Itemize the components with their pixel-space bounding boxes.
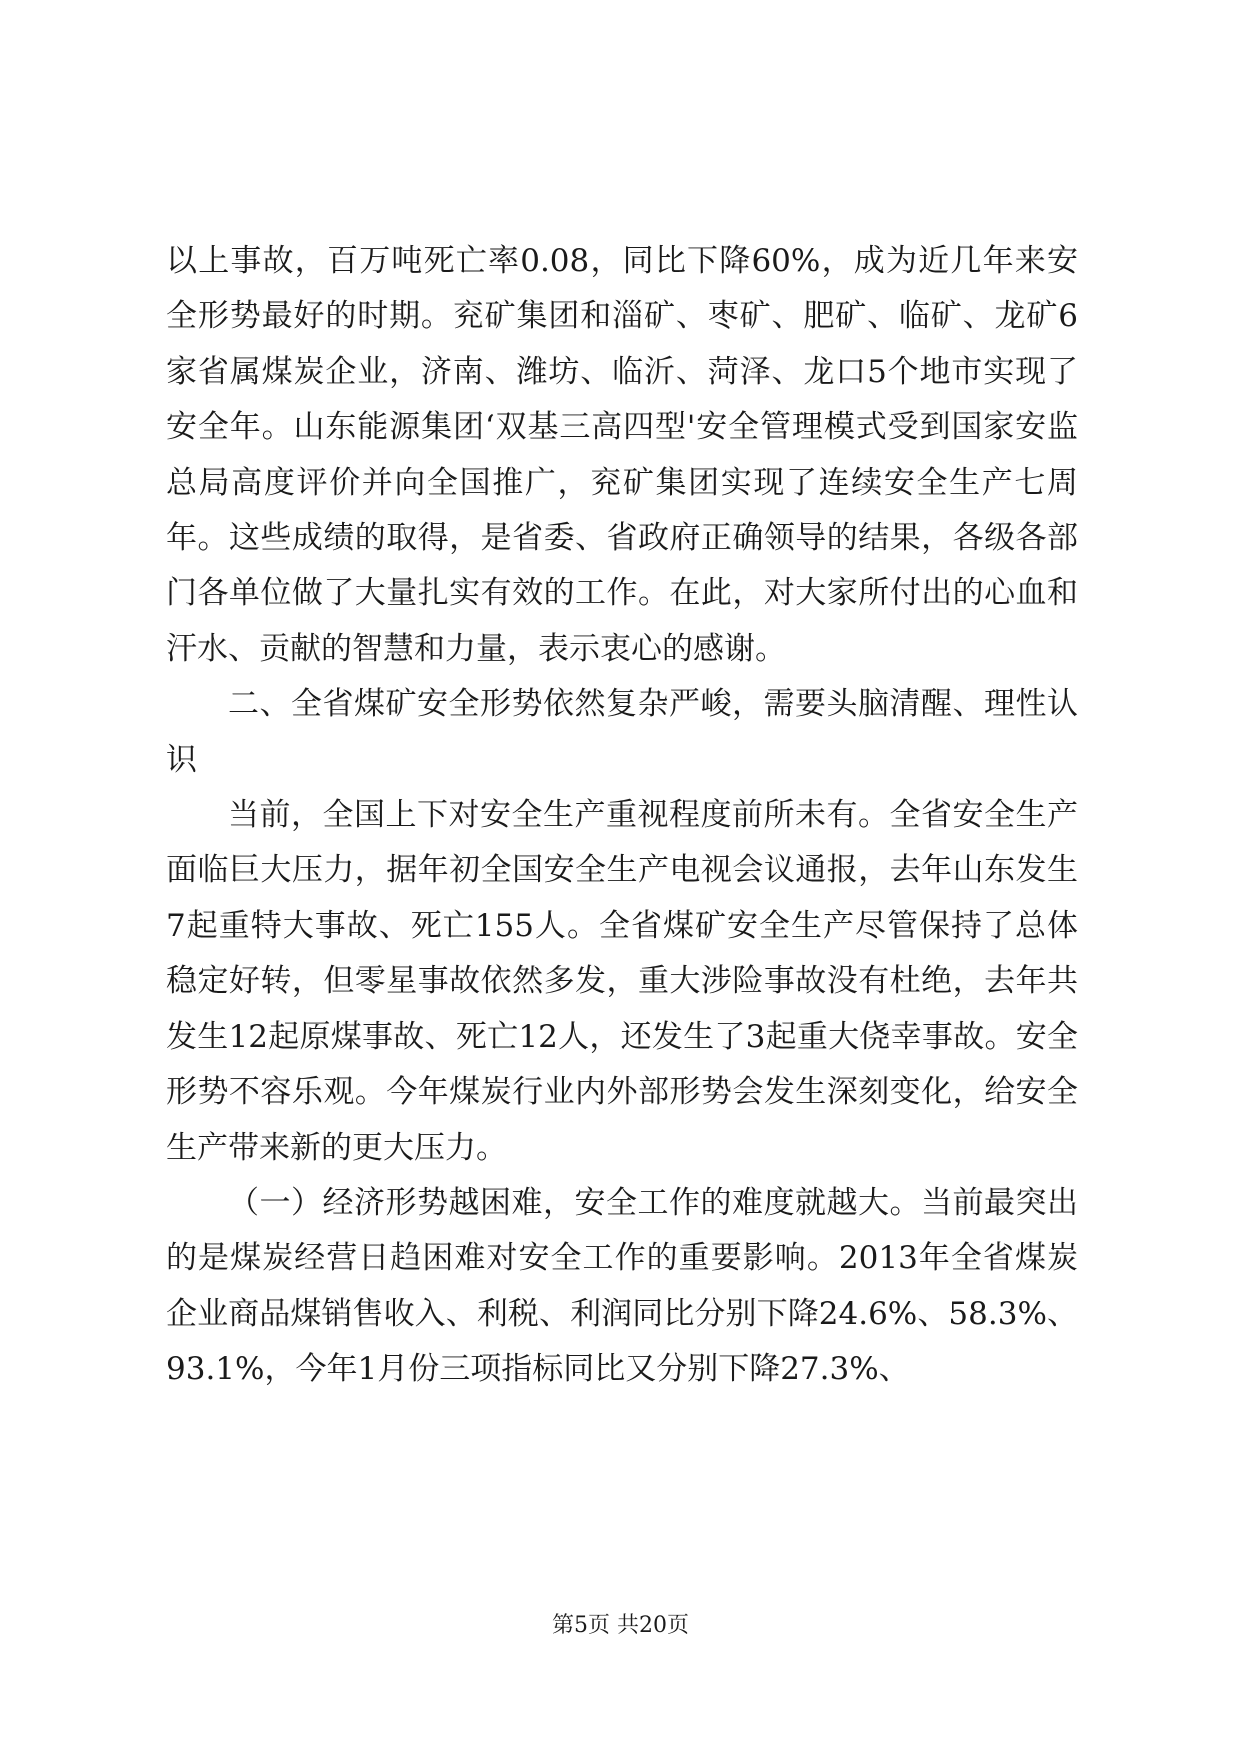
paragraph: （一）经济形势越困难，安全工作的难度就越大。当前最突出的是煤炭经营日趋困难对安全工作的重要影响。2013年全省煤炭企业商品煤销售收入、利税、利润同比分别下降24.6%、58.3%、93.1%，今年1月份三项指标同比又分别下降27.3%、 [166,1184,1078,1388]
paragraph-continuation: 以上事故，百万吨死亡率0.08，同比下降60%，成为近几年来安全形势最好的时期。兖矿集团和淄矿、枣矿、肥矿、临矿、龙矿6家省属煤炭企业，济南、潍坊、临沂、菏泽、龙口5个地市实现了安全年。山东能源集团‘双基三高四型'安全管理模式受到国家安监总局高度评价并向全国推广，兖矿集团实现了连续安全生产七周年。这些成绩的取得，是省委、省政府正确领导的结果，各级各部门各单位做了大量扎实有效的工作。在此，对大家所付出的心血和汗水、贡献的智慧和力量，表示衷心的感谢。 [166,243,1078,667]
document-body [166,234,1078,1398]
section-heading: 二、全省煤矿安全形势依然复杂严峻，需要头脑清醒、理性认识 [166,686,1078,778]
paragraph: 当前，全国上下对安全生产重视程度前所未有。全省安全生产面临巨大压力，据年初全国安全生产电视会议通报，去年山东发生7起重特大事故、死亡155人。全省煤矿安全生产尽管保持了总体稳定好转，但零星事故依然多发，重大涉险事故没有杜绝，去年共发生12起原煤事故、死亡12人，还发生了3起重大侥幸事故。安全形势不容乐观。今年煤炭行业内外部形势会发生深刻变化，给安全生产带来新的更大压力。 [166,797,1078,1166]
page-footer: 第5页 共20页 [552,1613,689,1638]
